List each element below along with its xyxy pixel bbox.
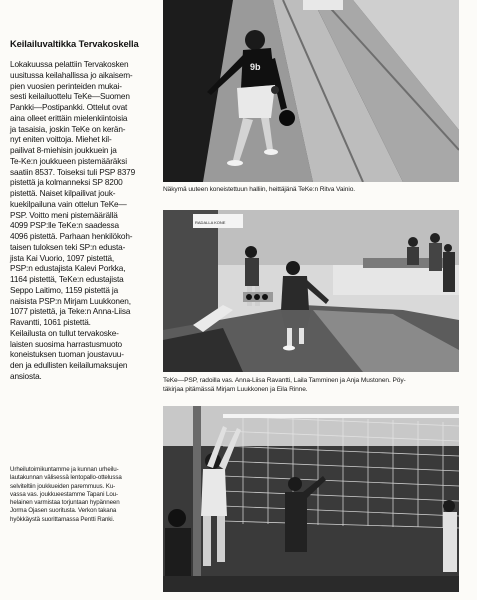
article-heading: Keilailuvaltikka Tervakoskella [10,38,139,49]
photo3-caption: Urheilutoimikuntamme ja kunnan urheilu- lautakunnan välisessä lentopallo-ottelussa selviteltiin joukkueiden paremmuus. Ku- vassa vas. joukkueestamme Tapani Lou- helainen varmistaa torjuntaan hypänneen Jorma Ojasen suoritusta. Verkon takana hyökkäystä suorittamassa Pentti Ranki. [10,466,122,523]
volleyball-photo [163,406,459,592]
bowling-hall-photo [163,0,459,182]
photo1-caption: Näkymä uuteen koneistettuun halliin, heittäjänä TeKe:n Ritva Vainio. [163,186,355,193]
bowling-match-photo [163,210,459,372]
shirt-number: 9b [250,62,261,72]
lane-sign: RADALLA KONE [195,220,226,225]
photo2-caption: TeKe—PSP, radoilla vas. Anna-Liisa Ravantti, Laila Tamminen ja Anja Mustonen. Pöy- täkirjaa pitämässä Mirjam Luukkonen ja Eila Rinne. [163,377,406,393]
article-body: Lokakuussa pelattiin Tervakosken uusitussa keilahallissa jo aikaisem- pien vuosien perinteiden mukai- sesti keilailuottelu TeKe—Suomen Pankki—Postipankki. Ottelut ovat aina olleet erittäin mielenkiintoisia ja tasaisia, joskin TeKe on kerän- nyt eniten voittoja. Miehet kil- pailivat 8-miehisin joukkuein ja Te-Ke:n joukkueen pistemääräksi saatiin 8537. Toiseksi tuli PSP 8379 pistettä ja kolmanneksi SP 8200 pistettä. Naiset kilpailivat jouk- kuekilpailuna vain ottelun TeKe— PSP. Voitto meni pistemäärällä 4099 PSP:lle TeKe:n saadessa 4096 pistettä. Parhaan henkilökoh- taisen tuloksen teki SP:n edusta- jista Kai Vuorio, 1097 pistettä, PSP:n edustajista Kalevi Porkka, 1164 pistettä, TeKe:n edustajista Seppo Laitimo, 1159 pistettä ja naisista PSP:n Mirjam Luukkonen, 1077 pistettä, ja Teke:n Anna-Liisa Ravantti, 1061 pistettä. Keilailusta on tullut tervakoske- laisten suosima harrastusmuoto koneistuksen tuoman joustavuu- den ja edullisten keilailumaksujen ansiosta. [10,60,136,381]
